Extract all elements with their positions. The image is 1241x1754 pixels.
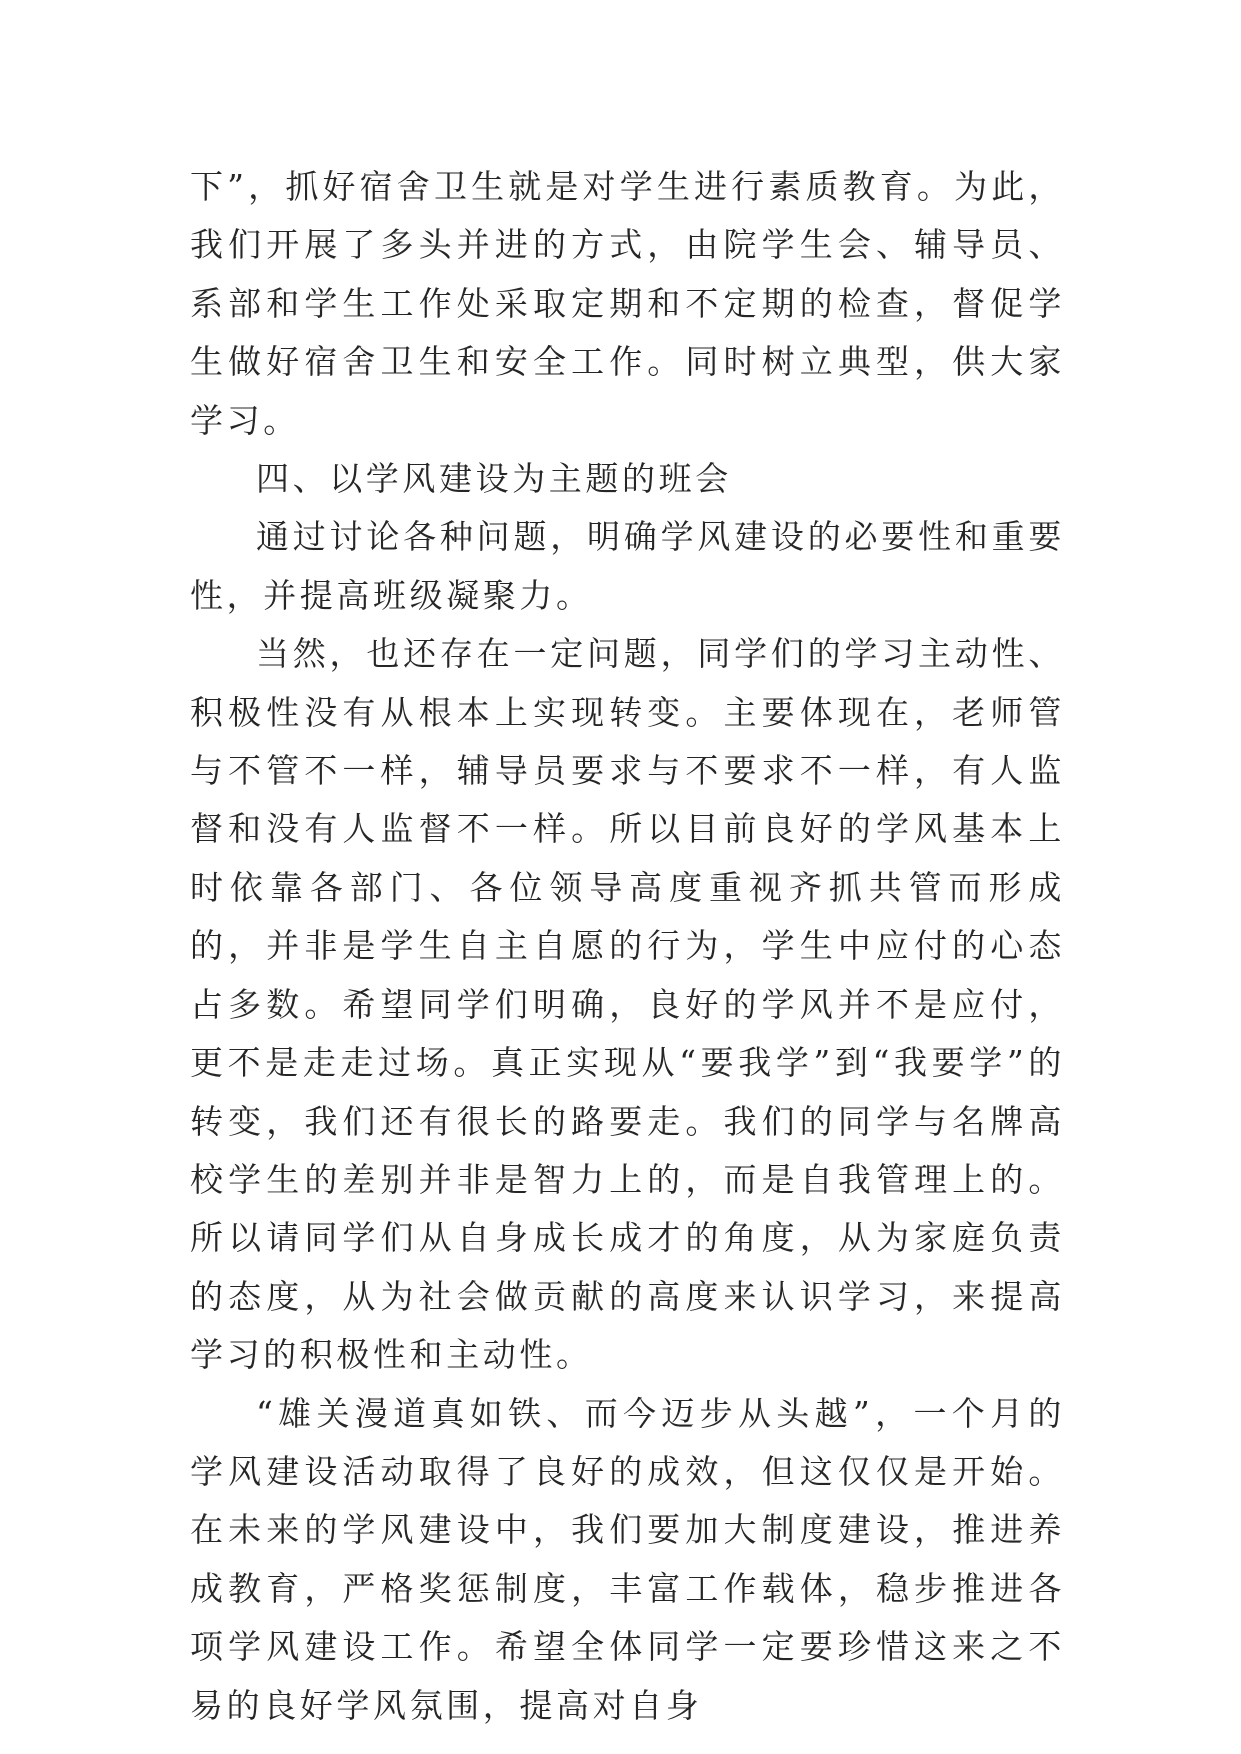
section-heading-class-meeting: 四、以学风建设为主题的班会 (256, 459, 732, 499)
paragraph-dormitory-hygiene: 下”，抓好宿舍卫生就是对学生进行素质教育。为此，我们开展了多头并进的方式，由院学生会、辅导员、系部和学生工作处采取定期和不定期的检查，督促学生做好宿舍卫生和安全工作。同时树立典型，供大家学习。 (190, 167, 1065, 440)
document-body (190, 158, 1065, 1735)
paragraph-existing-problems: 当然，也还存在一定问题，同学们的学习主动性、积极性没有从根本上实现转变。主要体现在，老师管与不管不一样，辅导员要求与不要求不一样，有人监督和没有人监督不一样。所以目前良好的学风基本上时依靠各部门、各位领导高度重视齐抓共管而形成的，并非是学生自主自愿的行为，学生中应付的心态占多数。希望同学们明确，良好的学风并不是应付，更不是走走过场。真正实现从“要我学”到“我要学”的转变，我们还有很长的路要走。我们的同学与名牌高校学生的差别并非是智力上的，而是自我管理上的。所以请同学们从自身成长成才的角度，从为家庭负责的态度，从为社会做贡献的高度来认识学习，来提高学习的积极性和主动性。 (190, 634, 1065, 1375)
paragraph-conclusion: “雄关漫道真如铁、而今迈步从头越”，一个月的学风建设活动取得了良好的成效，但这仅仅是开始。在未来的学风建设中，我们要加大制度建设，推进养成教育，严格奖惩制度，丰富工作载体，稳步推进各项学风建设工作。希望全体同学一定要珍惜这来之不易的良好学风氛围，提高对自身 (190, 1393, 1065, 1725)
paragraph-class-meeting: 通过讨论各种问题，明确学风建设的必要性和重要性，并提高班级凝聚力。 (190, 517, 1065, 615)
